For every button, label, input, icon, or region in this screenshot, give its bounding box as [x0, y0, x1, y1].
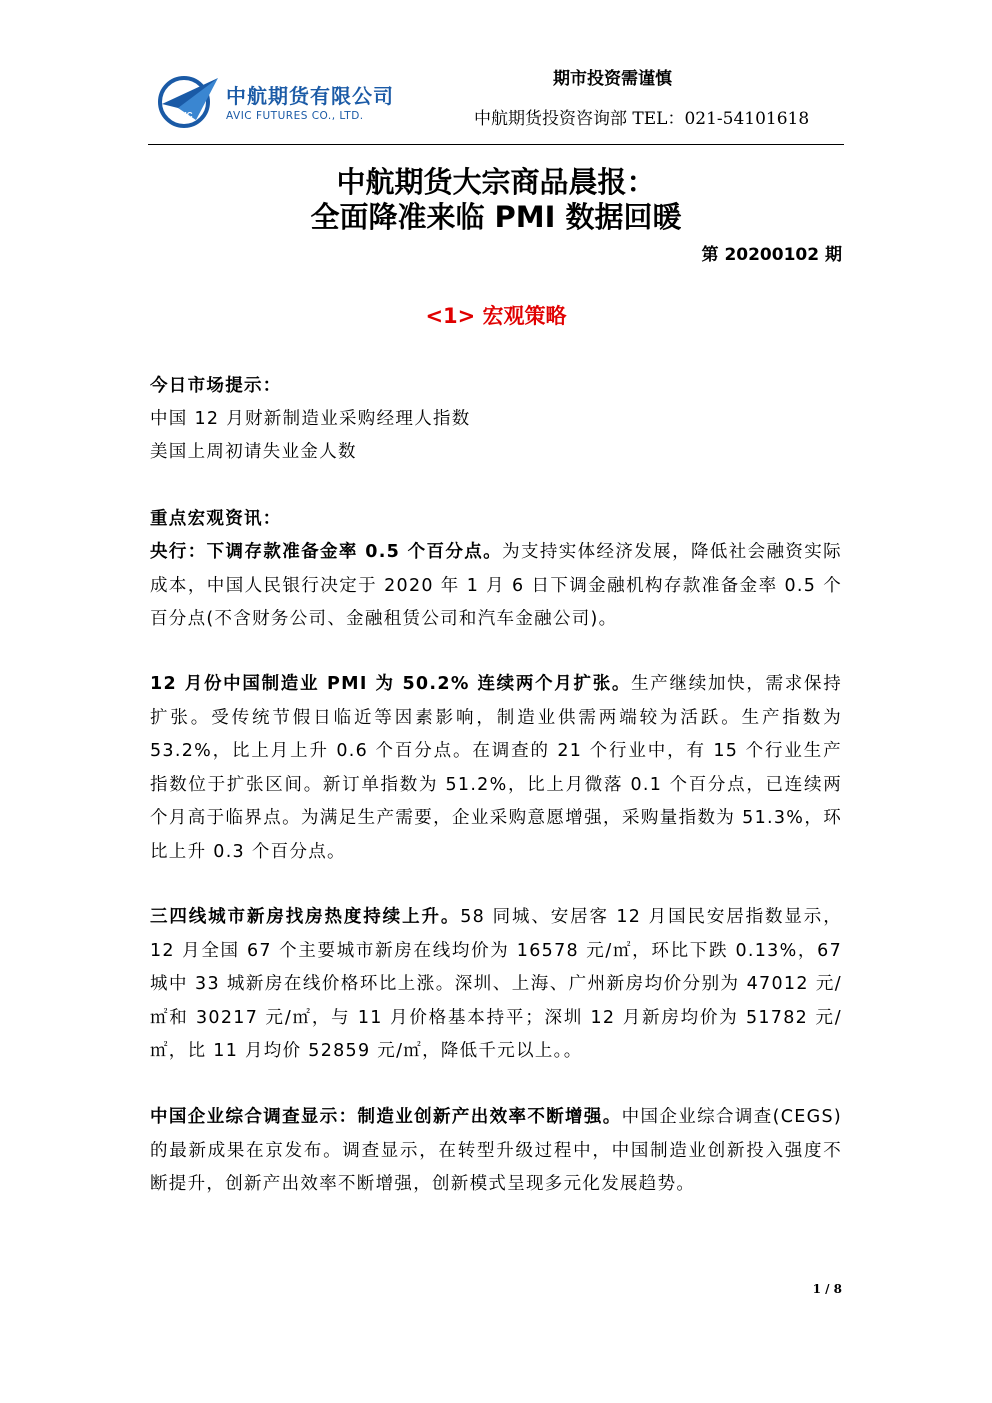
news-lead: 央行：下调存款准备金率 0.5 个百分点。	[150, 542, 503, 562]
report-title-line1: 中航期货大宗商品晨报：	[336, 165, 656, 199]
news-lead: 中国企业综合调查显示：制造业创新产出效率不断增强。	[150, 1107, 622, 1127]
report-title-line2: 全面降准来临 PMI 数据回暖	[310, 200, 682, 234]
page-number: 1 / 8	[812, 1282, 842, 1296]
news-body: 为支持实体经济发展，降低社会融资实际成本，中国人民银行决定于 2020 年 1 月 6 日下调金融机构存款准备金率 0.5 个百分点(不含财务公司、金融租赁公司和汽车金融公司)。	[150, 542, 842, 629]
market-tip-item: 中国 12 月财新制造业采购经理人指数	[150, 409, 471, 429]
company-name-en: AVIC FUTURES CO., LTD.	[226, 110, 364, 122]
issue-number: 第 20200102 期	[701, 245, 842, 265]
market-tips-heading: 今日市场提示：	[150, 376, 282, 396]
risk-tagline: 期市投资需谨慎	[553, 69, 672, 89]
news-item-pmi	[150, 668, 842, 869]
section-title: <1> 宏观策略	[425, 304, 567, 328]
news-item-housing	[150, 901, 842, 1069]
company-logo	[156, 74, 416, 130]
market-tip-item: 美国上周初请失业金人数	[150, 442, 357, 462]
news-lead: 三四线城市新房找房热度持续上升。	[150, 907, 461, 927]
logo-badge-text: AVIC	[174, 111, 193, 120]
avic-logo-icon	[156, 74, 222, 130]
macro-news-heading: 重点宏观资讯：	[150, 509, 282, 529]
news-body: 生产继续加快，需求保持扩张。受传统节假日临近等因素影响，制造业供需两端较为活跃。生产指数为 53.2%，比上月上升 0.6 个百分点。在调查的 21 个行业中，有 15 个行业生产指数位于扩张区间。新订单指数为 51.2%，比上月微落 0.1 个百分点，已连续两个月高于临界点。为满足生产需要，企业采购意愿增强，采购量指数为 51.3%，环比上升 0.3 个百分点。	[150, 674, 842, 862]
news-item-cegs	[150, 1101, 842, 1202]
news-body: 中国企业综合调查(CEGS)的最新成果在京发布。调查显示，在转型升级过程中，中国制造业创新投入强度不断提升，创新产出效率不断增强，创新模式呈现多元化发展趋势。	[150, 1107, 842, 1194]
news-item-rrr	[150, 536, 842, 637]
header-divider	[148, 144, 844, 145]
news-lead: 12 月份中国制造业 PMI 为 50.2% 连续两个月扩张。	[150, 674, 632, 694]
company-name-cn: 中航期货有限公司	[226, 84, 394, 108]
news-body: 58 同城、安居客 12 月国民安居指数显示，12 月全国 67 个主要城市新房在线均价为 16578 元/㎡，环比下跌 0.13%，67 城中 33 城新房在线价格环比上涨。深圳、上海、广州新房均价分别为 47012 元/㎡和 30217 元/㎡，与 11 月价格基本持平；深圳 12 月新房均价为 51782 元/㎡，比 11 月均价 52859 元/㎡，降低千元以上。。	[150, 907, 842, 1061]
contact-line: 中航期货投资咨询部 TEL：021-54101618	[474, 109, 810, 129]
